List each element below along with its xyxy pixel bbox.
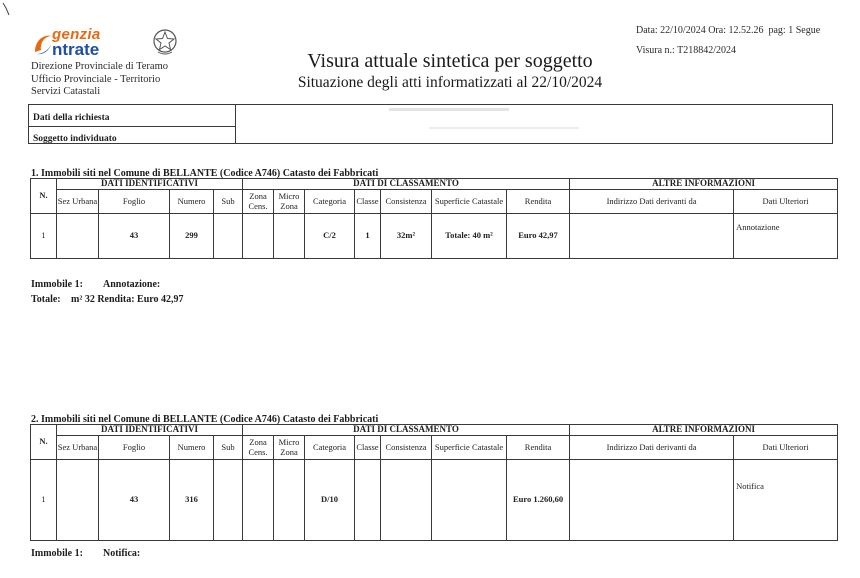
request-divider	[29, 126, 235, 127]
office-line: Direzione Provinciale di Teramo	[31, 61, 168, 72]
header-sez-urbana: Sez Urbana	[57, 190, 99, 214]
header-consistenza: Consistenza	[381, 436, 432, 460]
redacted-area	[429, 127, 579, 129]
request-data-label: Dati della richiesta	[33, 113, 110, 123]
header-numero: Numero	[170, 190, 214, 214]
header-micro-zona: Micro Zona	[274, 190, 305, 214]
header-micro-zona: Micro Zona	[274, 436, 305, 460]
group-altre-informazioni: ALTRE INFORMAZIONI	[570, 425, 838, 436]
property-detail	[31, 279, 160, 290]
header-n: N.	[31, 179, 57, 214]
property-detail	[31, 548, 140, 559]
cell-sub	[214, 214, 243, 259]
cell-dati-ulteriori: Notifica	[734, 460, 838, 541]
cell-numero: 299	[170, 214, 214, 259]
office-line: Servizi Catastali	[31, 86, 101, 97]
cell-foglio: 43	[99, 460, 170, 541]
header-categoria: Categoria	[305, 436, 355, 460]
header-indirizzo: Indirizzo Dati derivanti da	[570, 436, 734, 460]
header-superficie: Superficie Catastale	[432, 436, 507, 460]
header-rendita: Rendita	[507, 436, 570, 460]
cell-sez	[57, 460, 99, 541]
cell-classe: 1	[355, 214, 381, 259]
header-zona-cens: Zona Cens.	[243, 190, 274, 214]
visura-number: Visura n.: T218842/2024	[636, 45, 737, 56]
header-consistenza: Consistenza	[381, 190, 432, 214]
header-categoria: Categoria	[305, 190, 355, 214]
detail-label: Immobile 1:	[31, 279, 83, 290]
totals-value: m² 32 Rendita: Euro 42,97	[71, 294, 184, 305]
cell-sub	[214, 460, 243, 541]
page-title: Visura attuale sintetica per soggetto	[307, 50, 593, 72]
table-row	[31, 460, 838, 541]
logo-text-line2: ntrate	[52, 40, 100, 59]
header-rendita: Rendita	[507, 190, 570, 214]
totals-line	[31, 294, 184, 305]
cell-n: 1	[31, 460, 57, 541]
property-table	[30, 178, 838, 259]
header-numero: Numero	[170, 436, 214, 460]
date-time: Data: 22/10/2024 Ora: 12.52.26	[636, 25, 764, 36]
date-line	[636, 25, 820, 36]
header-classe: Classe	[355, 190, 381, 214]
header-foglio: Foglio	[99, 436, 170, 460]
table-row	[31, 214, 838, 259]
cell-indirizzo	[570, 214, 734, 259]
section-title: 2. Immobili siti nel Comune di BELLANTE (Codice A746) Catasto dei Fabbricati	[31, 414, 379, 425]
header-n: N.	[31, 425, 57, 460]
office-line: Ufficio Provinciale - Territorio	[31, 73, 161, 85]
detail-label: Immobile 1:	[31, 548, 83, 559]
cell-micro	[274, 460, 305, 541]
header-foglio: Foglio	[99, 190, 170, 214]
cell-categoria: D/10	[305, 460, 355, 541]
cell-indirizzo	[570, 460, 734, 541]
header-sez-urbana: Sez Urbana	[57, 436, 99, 460]
detail-value: Annotazione:	[103, 279, 161, 290]
cell-numero: 316	[170, 460, 214, 541]
cell-zona	[243, 214, 274, 259]
cell-superficie: Totale: 40 m²	[432, 214, 507, 259]
cell-categoria: C/2	[305, 214, 355, 259]
detail-value: Notifica:	[103, 548, 141, 559]
header-sub: Sub	[214, 436, 243, 460]
cell-foglio: 43	[99, 214, 170, 259]
cell-consistenza	[381, 460, 432, 541]
totals-label: Totale:	[31, 294, 61, 305]
cell-zona	[243, 460, 274, 541]
cell-rendita: Euro 42,97	[507, 214, 570, 259]
group-identificativi: DATI IDENTIFICATIVI	[57, 425, 243, 436]
header-sub: Sub	[214, 190, 243, 214]
cell-n: 1	[31, 214, 57, 259]
cell-consistenza: 32m²	[381, 214, 432, 259]
corner-mark	[2, 2, 12, 16]
redacted-area	[389, 108, 509, 111]
header-classe: Classe	[355, 436, 381, 460]
header-dati-ulteriori: Dati Ulteriori	[734, 436, 838, 460]
page-indicator: pag: 1 Segue	[768, 25, 821, 36]
cell-superficie	[432, 460, 507, 541]
cell-classe	[355, 460, 381, 541]
group-classamento: DATI DI CLASSAMENTO	[243, 425, 570, 436]
property-table	[30, 424, 838, 541]
header-indirizzo: Indirizzo Dati derivanti da	[570, 190, 734, 214]
group-altre-informazioni: ALTRE INFORMAZIONI	[570, 179, 838, 190]
group-identificativi: DATI IDENTIFICATIVI	[57, 179, 243, 190]
logo-text-line1: genzia	[52, 26, 101, 43]
cell-rendita: Euro 1.260,60	[507, 460, 570, 541]
cell-micro	[274, 214, 305, 259]
section-title: 1. Immobili siti nel Comune di BELLANTE (Codice A746) Catasto dei Fabbricati	[31, 168, 379, 179]
cell-dati-ulteriori: Annotazione	[734, 214, 838, 259]
page-subtitle: Situazione degli atti informatizzati al 22/10/2024	[297, 74, 603, 91]
request-box	[28, 104, 833, 144]
subject-label: Soggetto individuato	[33, 134, 117, 144]
header-zona-cens: Zona Cens.	[243, 436, 274, 460]
header-superficie: Superficie Catastale	[432, 190, 507, 214]
header-dati-ulteriori: Dati Ulteriori	[734, 190, 838, 214]
cell-sez	[57, 214, 99, 259]
group-classamento: DATI DI CLASSAMENTO	[243, 179, 570, 190]
